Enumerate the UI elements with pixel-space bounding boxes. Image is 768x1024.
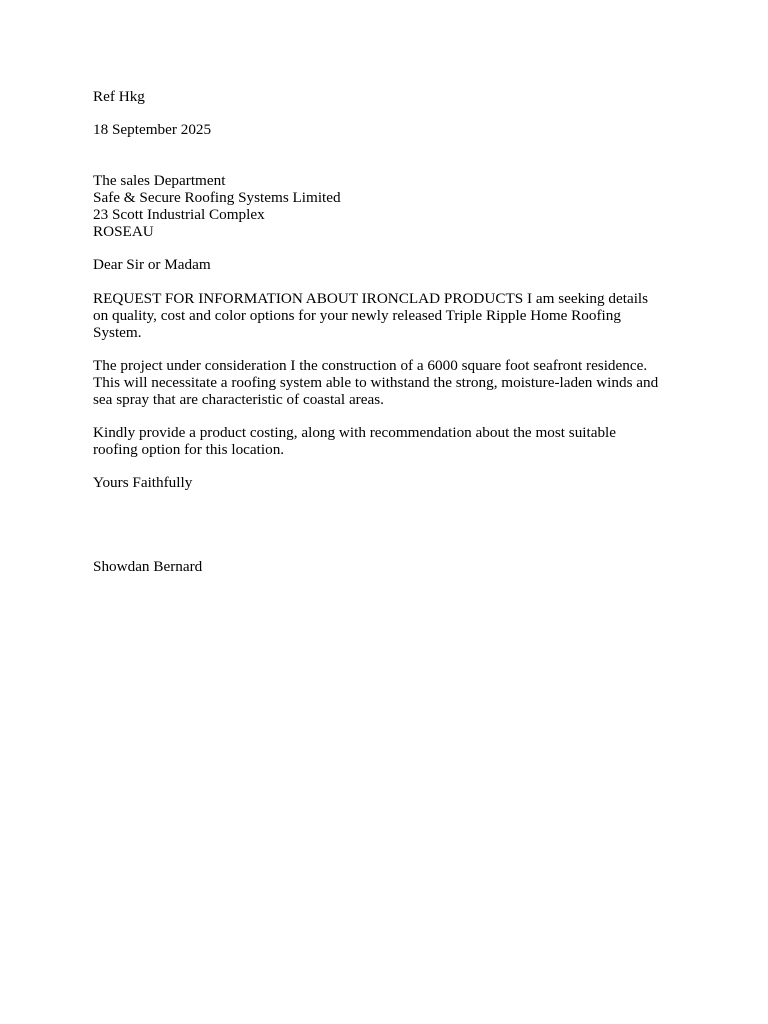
reference-text: Ref Hkg <box>93 88 145 105</box>
body-paragraph-costing <box>93 424 683 458</box>
recipient-street: 23 Scott Industrial Complex <box>93 206 265 223</box>
salutation-text: Dear Sir or Madam <box>93 256 211 273</box>
body-paragraph-project <box>93 357 683 408</box>
paragraph-line: on quality, cost and color options for your newly released Triple Ripple Home Roofing <box>93 307 621 324</box>
paragraph-line: This will necessitate a roofing system able to withstand the strong, moisture-laden winds and <box>93 374 659 391</box>
signatory-name <box>93 558 683 575</box>
letter-date <box>93 121 683 138</box>
paragraph-line: System. <box>93 324 142 341</box>
paragraph-line: The project under consideration I the construction of a 6000 square foot seafront residence. <box>93 357 648 374</box>
paragraph-line: Kindly provide a product costing, along with recommendation about the most suitable <box>93 424 617 441</box>
reference-line <box>93 88 683 105</box>
paragraph-line: sea spray that are characteristic of coastal areas. <box>93 391 384 408</box>
paragraph-line: REQUEST FOR INFORMATION ABOUT IRONCLAD PRODUCTS I am seeking details <box>93 290 649 307</box>
complimentary-close <box>93 474 683 491</box>
date-text: 18 September 2025 <box>93 121 212 138</box>
body-paragraph-request <box>93 290 683 341</box>
recipient-company: Safe & Secure Roofing Systems Limited <box>93 189 341 206</box>
paragraph-line: roofing option for this location. <box>93 441 285 458</box>
recipient-address <box>93 172 683 240</box>
recipient-department: The sales Department <box>93 172 226 189</box>
recipient-city: ROSEAU <box>93 223 154 240</box>
salutation <box>93 256 683 273</box>
signature-text: Showdan Bernard <box>93 558 203 575</box>
closing-text: Yours Faithfully <box>93 474 193 491</box>
